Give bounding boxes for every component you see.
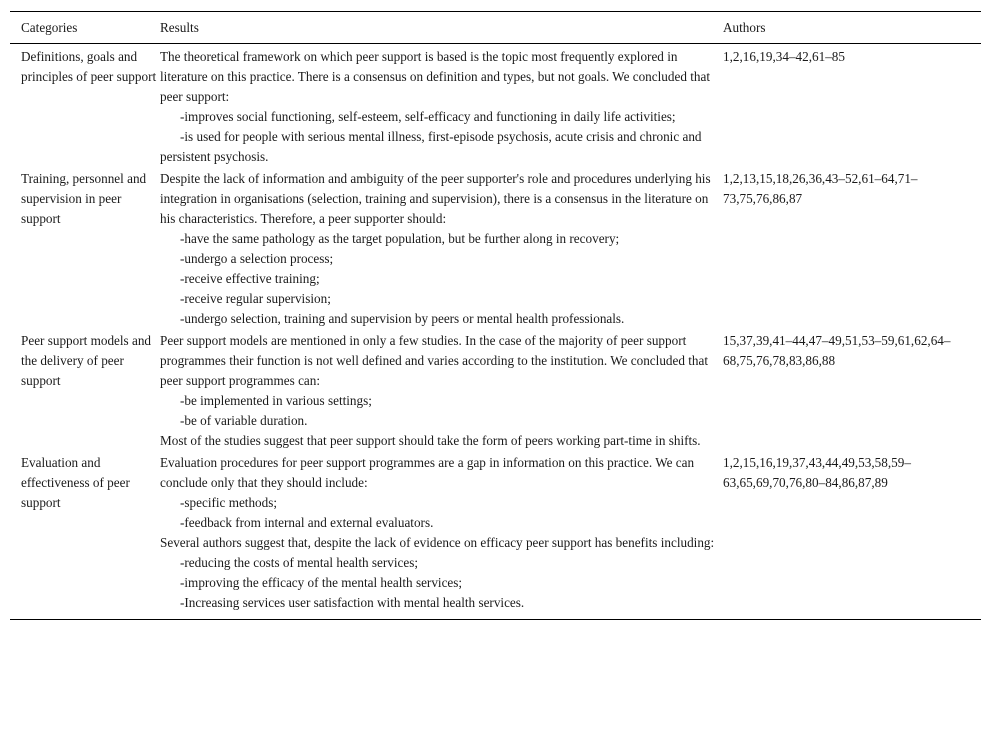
authors-text: 1,2,16,19,34–42,61–85 <box>723 49 845 64</box>
table-row <box>10 167 981 329</box>
results-cell <box>160 44 723 168</box>
results-list-item: -reducing the costs of mental health services; <box>180 555 419 570</box>
header-authors: Authors <box>723 12 981 44</box>
results-paragraph: Several authors suggest that, despite the lack of evidence on efficacy peer support has benefits including: <box>160 535 715 550</box>
results-paragraph: Evaluation procedures for peer support programmes are a gap in information on this practice. We can conclude only that they should include: <box>160 455 695 490</box>
results-list-item: -is used for people with serious mental illness, first-episode psychosis, acute crisis and chronic and persistent psychosis. <box>160 129 702 164</box>
table-row <box>10 329 981 451</box>
results-list-item: -specific methods; <box>180 495 278 510</box>
table-row <box>10 44 981 168</box>
authors-cell <box>723 167 981 329</box>
authors-cell <box>723 329 981 451</box>
results-list-item: -have the same pathology as the target population, but be further along in recovery; <box>180 231 620 246</box>
results-list-item: -undergo a selection process; <box>180 251 334 266</box>
results-list-item: -feedback from internal and external evaluators. <box>180 515 434 530</box>
authors-text: 1,2,13,15,18,26,36,43–52,61–64,71–73,75,76,86,87 <box>723 171 918 206</box>
category-cell: Evaluation and effectiveness of peer support <box>10 451 160 620</box>
authors-cell <box>723 451 981 620</box>
results-list-item: -be implemented in various settings; <box>180 393 372 408</box>
header-categories: Categories <box>10 12 160 44</box>
results-paragraph: Most of the studies suggest that peer support should take the form of peers working part-time in shifts. <box>160 433 701 448</box>
results-paragraph: The theoretical framework on which peer support is based is the topic most frequently explored in literature on this practice. There is a consensus on definition and types, but not goals. We concluded that peer support: <box>160 49 710 104</box>
category-cell: Training, personnel and supervision in peer support <box>21 171 147 226</box>
results-cell <box>160 329 723 451</box>
results-paragraph: Peer support models are mentioned in only a few studies. In the case of the majority of peer support programmes their function is not well defined and varies according to the institution. We concluded that peer support programmes can: <box>160 333 709 388</box>
results-list-item: -improving the efficacy of the mental health services; <box>180 575 463 590</box>
results-list-item: -undergo selection, training and supervision by peers or mental health professionals. <box>180 311 625 326</box>
category-cell: Peer support models and the delivery of peer support <box>21 333 152 388</box>
results-list-item: -Increasing services user satisfaction with mental health services. <box>180 595 525 610</box>
results-table <box>10 11 981 620</box>
results-cell <box>160 451 723 620</box>
results-list-item: -receive regular supervision; <box>180 291 331 306</box>
results-list-item: -receive effective training; <box>180 271 320 286</box>
table-row <box>10 451 981 620</box>
results-cell <box>160 167 723 329</box>
authors-cell <box>723 44 981 168</box>
results-list-item: -be of variable duration. <box>180 413 308 428</box>
authors-text: 1,2,15,16,19,37,43,44,49,53,58,59–63,65,69,70,76,80–84,86,87,89 <box>723 455 911 490</box>
authors-text: 15,37,39,41–44,47–49,51,53–59,61,62,64–68,75,76,78,83,86,88 <box>723 333 951 368</box>
results-paragraph: Despite the lack of information and ambiguity of the peer supporter's role and procedures underlying his integration in organisations (selection, training and supervision), there is a consensus in the literature on his characteristics. Therefore, a peer supporter should: <box>160 171 711 226</box>
header-results: Results <box>160 12 723 44</box>
results-list-item: -improves social functioning, self-esteem, self-efficacy and functioning in daily life activities; <box>180 109 676 124</box>
category-cell: Definitions, goals and principles of peer support <box>21 49 157 84</box>
header-row <box>10 12 981 44</box>
